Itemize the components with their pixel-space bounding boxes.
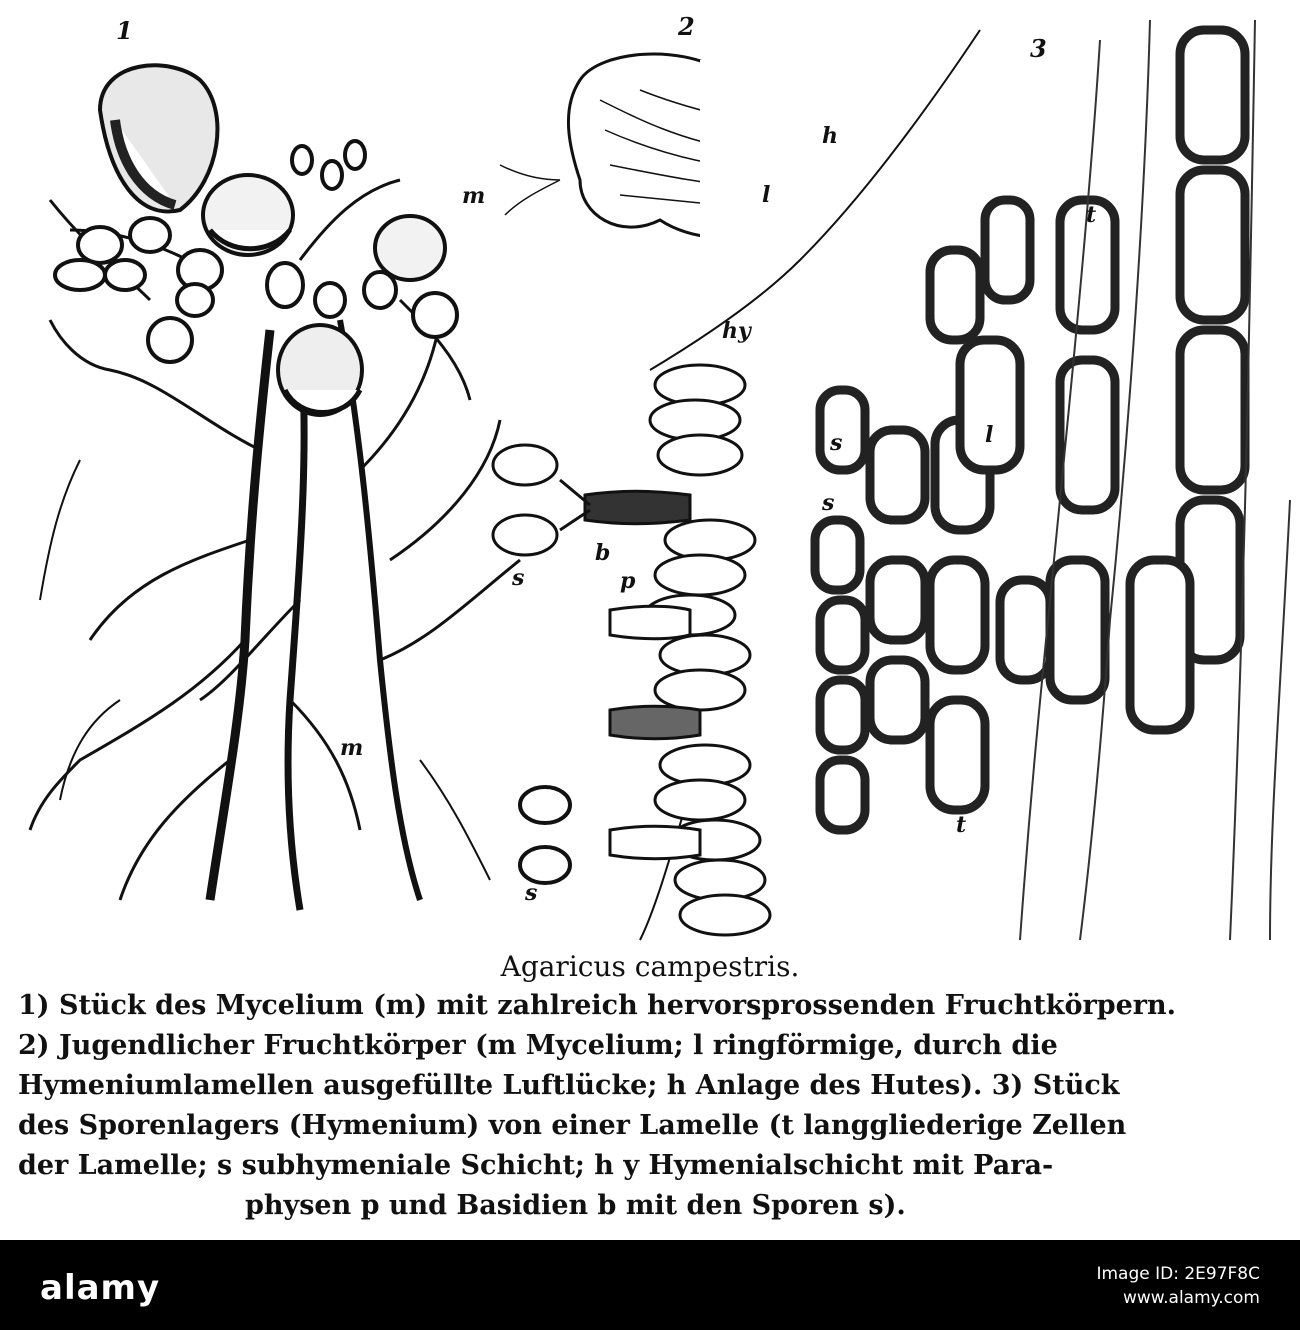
caption-title: Agaricus campestris. xyxy=(500,950,800,983)
alamy-logo: alamy xyxy=(40,1268,161,1308)
stock-url: www.alamy.com xyxy=(1122,1288,1260,1308)
figure-1-fruit-bodies xyxy=(55,65,457,415)
caption-line-5: der Lamelle; s subhymeniale Schicht; h y Hymenialschicht mit Para- xyxy=(18,1150,1054,1181)
caption-line-4: des Sporenlagers (Hymenium) von einer Lamelle (t langgliederige Zellen xyxy=(18,1110,1127,1141)
label-subhymenial-a: s xyxy=(830,430,843,456)
label-lamella-cell: l xyxy=(985,422,994,448)
label-luftluecke: l xyxy=(762,182,771,208)
label-mycelium-top: m xyxy=(462,183,486,209)
stock-image-info xyxy=(880,1264,1260,1312)
figure-number-3: 3 xyxy=(1030,34,1047,63)
stock-image-id: Image ID: 2E97F8C xyxy=(1096,1264,1260,1284)
caption-line-6: physen p und Basidien b mit den Sporen s). xyxy=(245,1190,906,1221)
caption-line-3: Hymeniumlamellen ausgefüllte Luftlücke; h Anlage des Hutes). 3) Stück xyxy=(18,1070,1120,1101)
label-subhymenial-b: s xyxy=(822,490,835,516)
caption-line-2: 2) Jugendlicher Fruchtkörper (m Mycelium; l ringförmige, durch die xyxy=(18,1030,1058,1061)
label-basidium: b xyxy=(595,540,611,566)
label-paraphyse: p xyxy=(620,568,636,594)
caption-line-1: 1) Stück des Mycelium (m) mit zahlreich hervorsprossenden Fruchtkörpern. xyxy=(18,990,1177,1021)
label-hymenial-layer: hy xyxy=(722,318,751,344)
label-lamella-cell-top: t xyxy=(1086,202,1097,228)
label-spore-mid: s xyxy=(512,565,525,591)
figure-number-2: 2 xyxy=(678,12,695,41)
label-mycelium-bottom: m xyxy=(340,735,364,761)
label-lamella-cell-bottom: t xyxy=(956,812,967,838)
label-spore-bottom: s xyxy=(525,880,538,906)
label-hat-anlage: h xyxy=(822,123,838,149)
figure-number-1: 1 xyxy=(116,16,133,45)
